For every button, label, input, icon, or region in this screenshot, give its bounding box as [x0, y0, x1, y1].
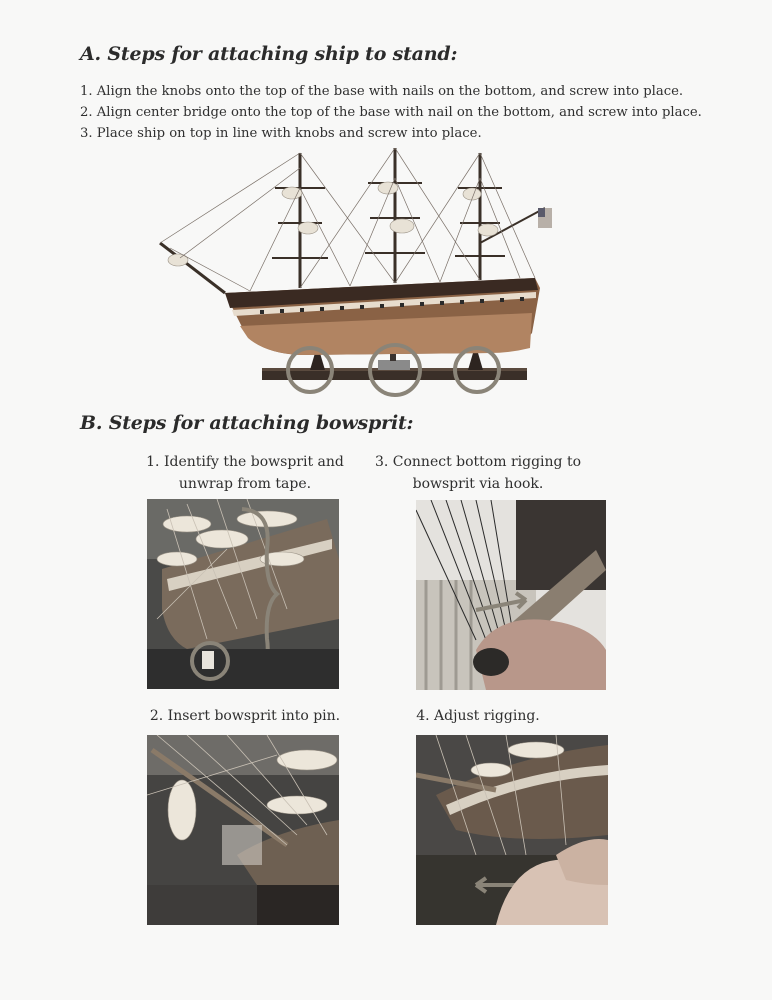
caption-line: 2. Insert bowsprit into pin. — [149, 708, 341, 724]
section-a-steps — [80, 81, 702, 144]
section-b-heading: B. Steps for attaching bowsprit: — [80, 412, 414, 434]
step-item: 1. Align the knobs onto the top of the base with nails on the bottom, and screw into place. — [80, 84, 684, 99]
step3-caption — [368, 451, 588, 495]
caption-line: 3. Connect bottom rigging to — [374, 454, 582, 470]
step2-caption — [130, 705, 360, 727]
caption-line: 4. Adjust rigging. — [416, 708, 540, 724]
step4-caption — [368, 705, 588, 727]
step1-photo — [147, 499, 339, 689]
step-item: 3. Place ship on top in line with knobs and screw into place. — [80, 126, 482, 141]
section-a-heading: A. Steps for attaching ship to stand: — [80, 43, 458, 65]
caption-line: 1. Identify the bowsprit and — [146, 454, 344, 470]
step3-photo — [416, 500, 606, 690]
step1-caption — [130, 451, 360, 495]
step2-photo — [147, 735, 339, 925]
step4-photo — [416, 735, 608, 925]
caption-line: bowsprit via hook. — [412, 476, 544, 492]
ship-on-stand-photo — [150, 148, 560, 398]
step-item: 2. Align center bridge onto the top of the base with nail on the bottom, and screw into place. — [80, 105, 702, 120]
caption-line: unwrap from tape. — [178, 476, 312, 492]
